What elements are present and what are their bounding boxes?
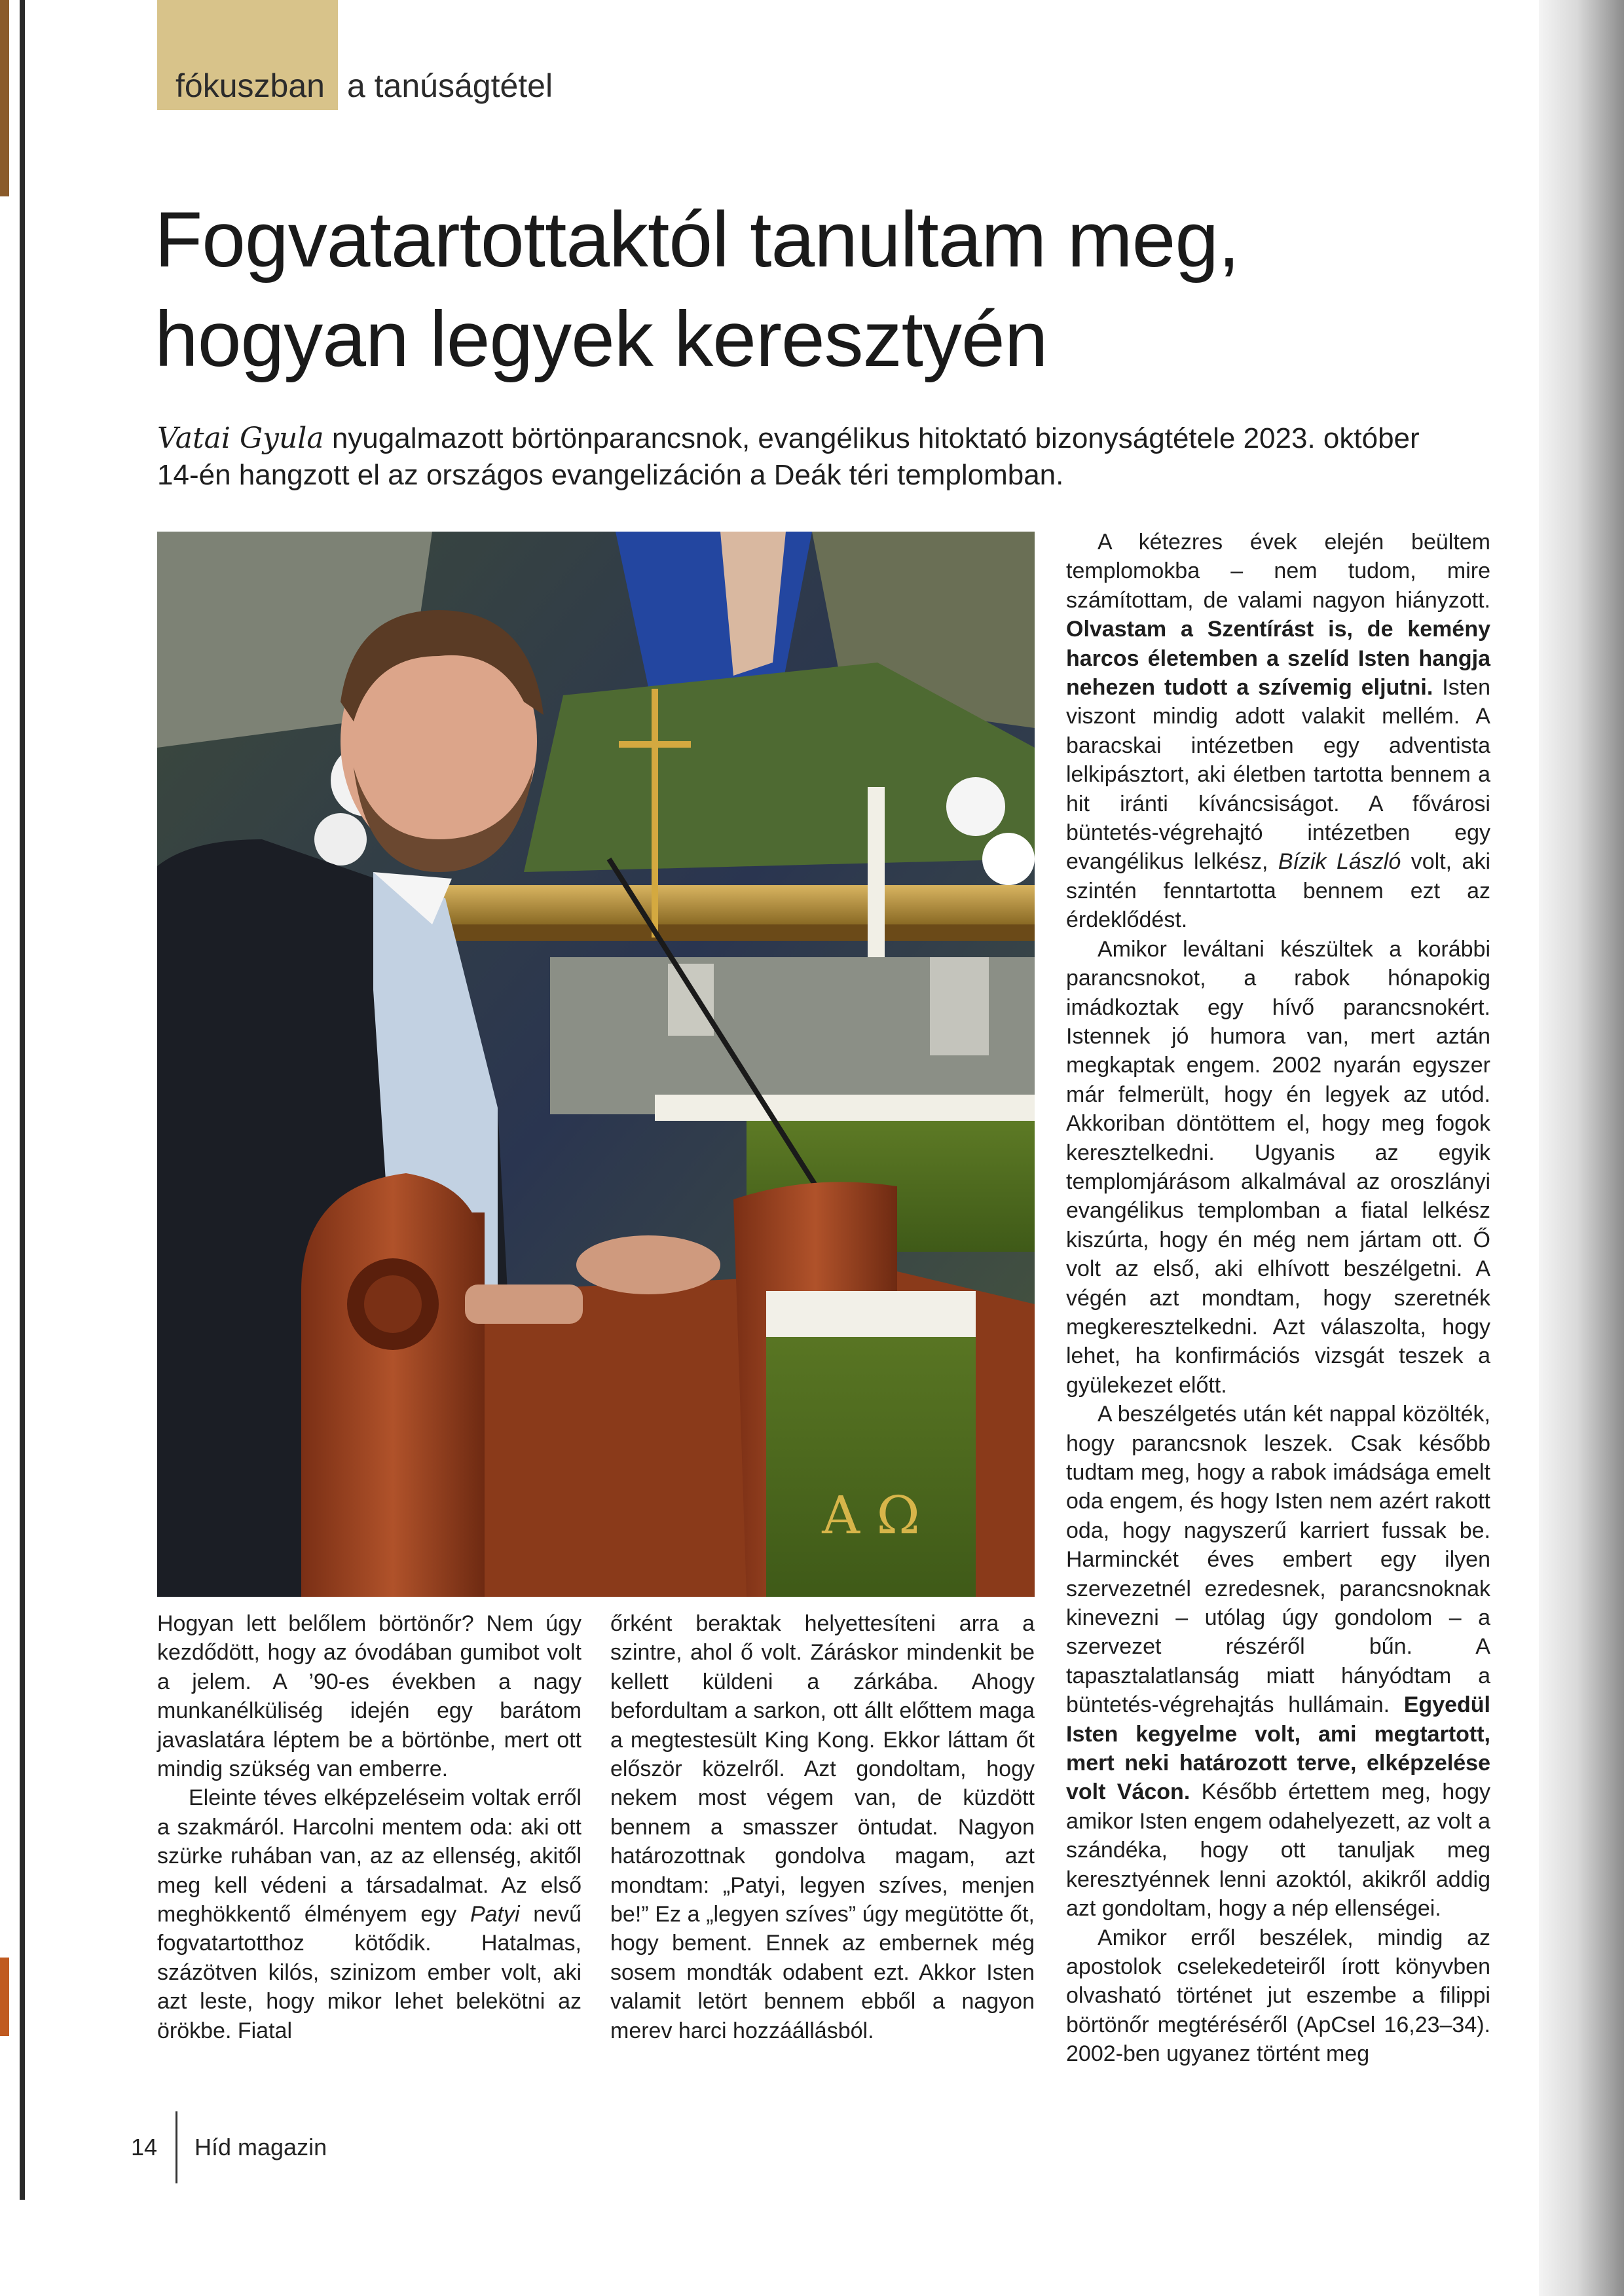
lead-text: nyugalmazott börtönparancsnok, evangélikus hitoktató bizonyságtétele 2023. október 14-én hangzott el az országos evangelizáción a Deák téri templomban.: [157, 422, 1420, 491]
text-run: A beszélgetés után két nappal közölték, hogy parancsnok leszek. Csak később tudtam meg, hogy a rabok imádsága emelt oda engem, és hogy Isten nem azért rakott oda, hogy nagyszerű karriert fussak be. Harminckét éves embert egy ilyen szervezetnél ezredesnek, parancsnoknak kinevezni – utólag úgy gondolom – a szervezet részéről bűn. A tapasztalatlanság miatt hányódtam a büntetés-végrehajtás hullámain.: [1066, 1402, 1490, 1718]
paragraph: Hogyan lett belőlem börtönőr? Nem úgy kezdődött, hogy az óvodában gumibot volt a jelem. A ’90-es években a nagy munkanélküliség idején egy barátom javaslatára léptem be a börtönbe, mert ott mindig szükség van emberre.: [157, 1611, 581, 1782]
person-name: Patyi: [470, 1902, 520, 1927]
emphasis: Olvastam a Szentírást is, de kemény harcos életemben a szelíd Isten hangja nehezen tudott a szívemig eljutni.: [1066, 617, 1490, 701]
footer-divider: [175, 2111, 177, 2183]
text-run: A kétezres évek elején beültem templomokba – nem tudom, mire számítottam, de valami nagyon hiányzott.: [1066, 530, 1490, 613]
page-number: 14: [131, 2134, 158, 2160]
text-run: nevű fogvatartotthoz kötődik. Hatalmas, százötven kilós, szinizom ember volt, aki azt leste, hogy mikor lehet belekötni az örökbe. Fiatal: [157, 1902, 581, 2043]
altar-cloth-monogram: A Ω: [822, 1485, 920, 1546]
text-run: volt, aki szintén fenntartotta bennem ezt az érdeklődést.: [1066, 849, 1491, 933]
article-lead: [157, 420, 1434, 494]
headline-line-2: hogyan legyek keresztyén: [155, 295, 1048, 383]
section-label: fókuszban: [175, 67, 325, 104]
paragraph: [1066, 1400, 1490, 1923]
page-edge-shadow: [1539, 0, 1624, 2296]
lead-author-name: Vatai Gyula: [157, 422, 324, 455]
page-edge-strip-lower: [0, 1958, 9, 2036]
left-margin-rule: [20, 0, 25, 2200]
magazine-name: Híd magazin: [194, 2134, 327, 2160]
text-run: Isten viszont mindig adott valakit mellém. A baracskai intézetben egy adventista lelkipásztort, aki életben tartotta bennem a hit iránti kíváncsiságot. A fővárosi büntetés-végrehajtó intézetben egy evangélikus lelkész,: [1066, 675, 1490, 875]
paragraph: őrként beraktak helyettesíteni arra a szintre, ahol ő volt. Záráskor mindenkit be kellett küldeni a zárkába. Ahogy befordultam a sarkon, ott állt előttem maga a megtestesült King Kong. Ekkor láttam őt először közelről. Azt gondoltam, hogy nekem most végem van, de küzdött bennem a smasszer öntudat. Nagyon határozottnak gondolva magam, azt mondtam: „Patyi, legyen szíves, menjen be!” Ez a „legyen szíves” úgy megütötte őt, hogy bement. Ennek az embernek még sosem mondták odabent ezt. Akkor Isten valamit letört bennem ebből a nagyon merev harci hozzáállásból.: [610, 1611, 1035, 2043]
paragraph: [157, 1783, 581, 2045]
article-column-1: [157, 1609, 581, 2045]
paragraph: Amikor erről beszélek, mindig az apostolok cselekedeteiről írott könyvben olvasható történet jut eszembe a filippi börtönőr megtéréséről (ApCsel 16,23–34). 2002-ben ugyanez történt meg: [1066, 1925, 1490, 2067]
paragraph: [1066, 528, 1490, 935]
paragraph: Amikor leváltani készültek a korábbi parancsnokot, a rabok hónapokig imádkoztak egy hívő parancsnokért. Istennek jó humora van, mert aztán megkaptak engem. 2002 nyarán egyszer már felmerült, hogy én legyek az utód. Akkoriban döntöttem el, hogy meg fogok keresztelkedni. Ugyanis az egyik templomjárásom alkalmával az oroszlányi evangélikus templomban a fiatal lelkész kiszúrta, hogy én még nem jártam ott. Ő volt az első, aki elhívott beszélgetni. A végén azt mondtam, hogy szeretnék megkeresztelkedni. Azt válaszolta, hogy lehet, ha konfirmációs vizsgát teszek a gyülekezet előtt.: [1066, 936, 1490, 1398]
text-run: Eleinte téves elképzeléseim voltak erről a szakmáról. Harcolni mentem oda: aki ott szürke ruhában van, az az ellenség, akitől meg kell védeni a társadalmat. Az első meghökkentő élményem egy: [157, 1785, 581, 1927]
page-edge-strip: [0, 0, 9, 196]
article-headline: [155, 190, 1464, 389]
article-column-2: [610, 1609, 1035, 2045]
person-name: Bízik László: [1278, 849, 1401, 875]
text-run: Később értettem meg, hogy amikor Isten engem odahelyezett, az volt a szándéka, hogy ott tanuljak meg keresztyénnek lenni azoktól, akikről addig azt gondoltam, hogy a nép ellenségei.: [1066, 1779, 1491, 1922]
headline-line-1: Fogvatartottaktól tanultam meg,: [155, 196, 1240, 283]
article-column-3: [1066, 528, 1490, 2069]
page-footer: [131, 2111, 327, 2183]
section-label-box: [157, 0, 338, 110]
emphasis: Egyedül Isten kegyelme volt, ami megtartott, mert neki határozott terve, elképzelése volt Vácon.: [1066, 1692, 1490, 1805]
section-kicker: [157, 0, 553, 110]
article-photo: [157, 532, 1035, 1597]
subsection-label: a tanúságtétel: [346, 67, 553, 104]
